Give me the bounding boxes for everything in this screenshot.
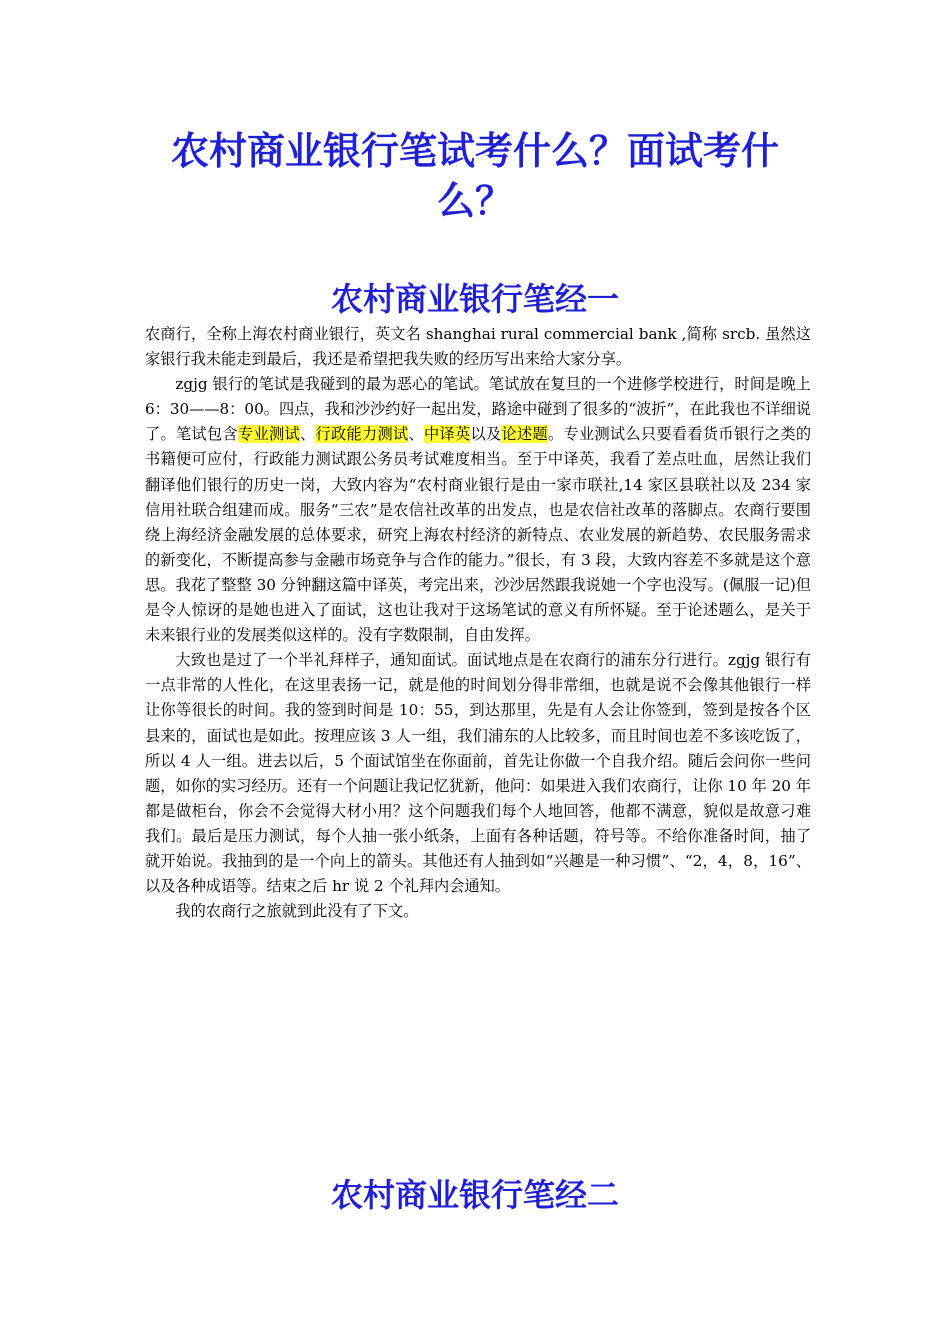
section-1-body bbox=[145, 322, 811, 924]
highlight-translation: 中译英 bbox=[423, 425, 471, 444]
highlight-essay: 论述题 bbox=[501, 425, 548, 444]
paragraph-3: 大致也是过了一个半礼拜样子，通知面试。面试地点是在农商行的浦东分行进行。zgjg 银行有一点非常的人性化，在这里表扬一记，就是他的时间划分得非常细，也就是说不会像其他银行一样让你等很长的时间。我的签到时间是 10：55，到达那里，先是有人会让你签到，签到是按各个区县来的，面试也是如此。按理应该 3 人一组，我们浦东的人比较多，而且时间也差不多该吃饭了，所以 4 人一组。进去以后，5 个面试馆坐在你面前，首先让你做一个自我介绍。随后会问你一些问题，如你的实习经历。还有一个问题让我记忆犹新，他问：如果进入我们农商行，让你 10 年 20 年都是做柜台，你会不会觉得大材小用？这个问题我们每个人地回答，他都不满意，貌似是故意刁难我们。最后是压力测试，每个人抽一张小纸条，上面有各种话题，符号等。不给你准备时间，抽了就开始说。我抽到的是一个向上的箭头。其他还有人抽到如“兴趣是一种习惯”、“2，4，8，16”、以及各种成语等。结束之后 hr 说 2 个礼拜内会通知。 bbox=[145, 651, 811, 896]
highlight-professional-test: 专业测试 bbox=[237, 425, 300, 444]
section-heading-1: 农村商业银行笔经一 bbox=[330, 280, 619, 318]
separator-2: 、 bbox=[408, 425, 424, 444]
section-heading-2: 农村商业银行笔经二 bbox=[330, 1176, 619, 1214]
paragraph-2-text-b: 。专业测试么只要看看货币银行之类的书籍便可应付，行政能力测试跟公务员考试难度相当。至于中译英，我看了差点吐血，居然让我们翻译他们银行的历史一岗，大致内容为“农村商业银行是由一家市联社,14 家区县联社以及 234 家信用社联合组建而成。服务“三农”是农信社改革的出发点，也是农信社改革的落脚点。农商行要围绕上海经济金融发展的总体要求，研究上海农村经济的新特点、农业发展的新趋势、农民服务需求的新变化，不断提高参与金融市场竞争与合作的能力。”很长，有 3 段，大致内容差不多就是这个意思。我花了整整 30 分钟翻这篇中译英，考完出来，沙沙居然跟我说她一个字也没写。(佩服一记)但是令人惊讶的是她也进入了面试，这也让我对于这场笔试的意义有所怀疑。至于论述题么，是关于未来银行业的发展类似这样的。没有字数限制，自由发挥。 bbox=[145, 425, 812, 645]
paragraph-2-text-a: zgjg 银行的笔试是我碰到的最为恶心的笔试。笔试放在复旦的一个进修学校进行，时间是晚上 6：30——8：00。四点，我和沙沙约好一起出发，路途中碰到了很多的“波折”，在此我也不详细说了。笔试包含 bbox=[145, 375, 811, 444]
separator-1: 、 bbox=[299, 425, 316, 444]
page-title: 农村商业银行笔试考什么？面试考什么？ bbox=[170, 128, 779, 223]
paragraph-2 bbox=[145, 372, 811, 648]
paragraph-4: 我的农商行之旅就到此没有了下文。 bbox=[175, 902, 419, 921]
separator-3: 以及 bbox=[470, 425, 502, 444]
highlight-aptitude-test: 行政能力测试 bbox=[315, 425, 409, 444]
paragraph-1: 农商行，全称上海农村商业银行，英文名 shanghai rural commercial bank ,简称 srcb. 虽然这家银行我未能走到最后，我还是希望把我失败的经历写出来给大家分享。 bbox=[145, 325, 811, 369]
